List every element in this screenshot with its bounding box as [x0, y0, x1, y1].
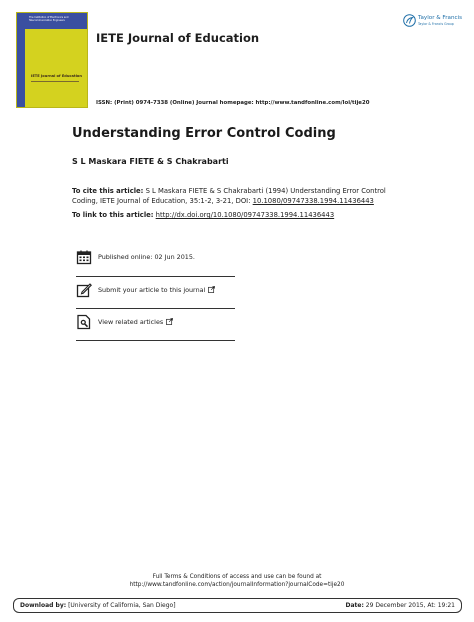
view-related-label: [98, 318, 173, 326]
external-link-icon: [208, 286, 215, 293]
publisher-logo[interactable]: [403, 14, 463, 32]
submit-article-link[interactable]: [76, 282, 235, 302]
calendar-icon: [76, 249, 92, 265]
cover-divider: [31, 81, 79, 82]
citation-block: [72, 186, 402, 206]
doi-link[interactable]: 10.1080/09747338.1994.11436443: [252, 197, 374, 205]
cite-text: S L Maskara FIETE & S Chakrabarti (1994) Understanding Error Control Coding, IETE Journal of Education, 35:1-2, 3-21, DOI:: [72, 187, 386, 205]
publisher-name: Taylor & Francis: [418, 15, 463, 21]
download-info-bar: [13, 598, 462, 613]
article-link-line: [72, 211, 334, 219]
submit-article-label: [98, 286, 215, 294]
view-related-text: View related articles: [98, 318, 164, 326]
terms-url-link[interactable]: http://www.tandfonline.com/action/journalInformation?journalCode=tije20: [129, 582, 345, 588]
edit-icon: [76, 282, 92, 298]
issn-line[interactable]: ISSN: (Print) 0974-7338 (Online) Journal homepage: http://www.tandfonline.com/loi/tije20: [96, 100, 370, 106]
date-value: 29 December 2015, At: 19:21: [365, 602, 455, 609]
taylor-francis-logo-icon: [403, 14, 416, 27]
external-link-icon: [166, 318, 173, 325]
downloaded-by: [20, 602, 176, 609]
search-document-icon: [76, 314, 92, 330]
submit-article-text: Submit your article to this journal: [98, 286, 206, 294]
downloaded-value: [University of California, San Diego]: [68, 602, 176, 609]
cite-label: To cite this article:: [72, 187, 144, 195]
divider: [76, 276, 235, 277]
published-date: Published online: 02 Jun 2015.: [98, 253, 195, 261]
divider: [76, 340, 235, 341]
journal-cover-image: [16, 12, 88, 108]
terms-line-1: Full Terms & Conditions of access and use can be found at: [152, 574, 322, 580]
downloaded-label: Download by:: [20, 602, 67, 609]
view-related-link[interactable]: [76, 314, 235, 334]
date-label: Date:: [345, 602, 364, 609]
cover-spine: [17, 13, 25, 108]
divider: [76, 308, 235, 309]
article-url-link[interactable]: http://dx.doi.org/10.1080/09747338.1994.11436443: [155, 211, 335, 219]
article-title: Understanding Error Control Coding: [72, 126, 336, 141]
journal-name[interactable]: IETE Journal of Education: [96, 31, 260, 45]
cover-band-text: The Institution of Electronics and Telecommunication Engineers: [29, 16, 69, 22]
article-authors: S L Maskara FIETE & S Chakrabarti: [72, 157, 229, 166]
journal-header: [16, 12, 463, 110]
published-row: [76, 249, 235, 269]
cover-title: IETE Journal of Education: [31, 74, 82, 78]
link-label: To link to this article:: [72, 211, 154, 219]
download-date: [345, 602, 455, 609]
publisher-subtitle: Taylor & Francis Group: [418, 22, 454, 26]
